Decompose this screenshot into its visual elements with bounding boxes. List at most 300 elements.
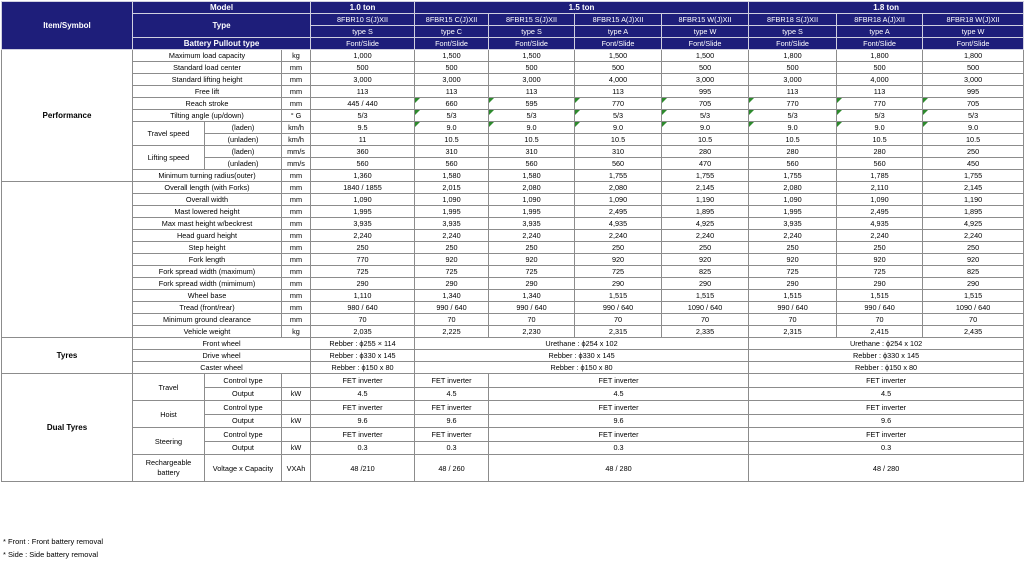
row-unit: mm [282,254,311,266]
tyre-value-1-5: Rebber : ϕ150 x 80 [415,362,749,374]
table-row [2,146,1024,158]
table-row [2,74,1024,86]
battery-label: Rechargeable battery [133,455,205,482]
value-cell: 1,000 [311,50,415,62]
row-sublabel: (laden) [205,122,282,134]
table-row [2,110,1024,122]
table-row [2,206,1024,218]
group-1-5-ton: 1.5 ton [415,2,749,14]
value-cell: 1,800 [837,50,923,62]
dual-section-label: Travel [133,374,205,401]
row-unit: mm [282,170,311,182]
value-cell: 1,500 [662,50,749,62]
row-unit: mm [282,278,311,290]
value-cell: 113 [749,86,837,98]
value-cell: 2,240 [923,230,1024,242]
value-cell: 70 [749,314,837,326]
value-cell: 2,035 [311,326,415,338]
value-cell: 1,090 [575,194,662,206]
row-label: Fork spread width (maximum) [133,266,282,278]
dual-value-1-0: 48 /210 [311,455,415,482]
table-row [2,218,1024,230]
value-cell: 1,515 [662,290,749,302]
table-row [2,170,1024,182]
value-cell: 2,230 [489,326,575,338]
dual-value-1-5c: 4.5 [415,387,489,401]
value-cell: 1,800 [923,50,1024,62]
control-type-label: Control type [205,374,282,388]
item-symbol-header: Item/Symbol [2,2,133,50]
tyre-value-1-8: Rebber : ϕ330 x 145 [749,350,1024,362]
pullout-type: Font/Slide [837,38,923,50]
value-cell: 920 [749,254,837,266]
dual-value-1-8: 9.6 [749,414,1024,428]
value-cell: 113 [415,86,489,98]
tyre-value-1-8: Urethane : ϕ254 x 102 [749,338,1024,350]
value-cell: 2,315 [749,326,837,338]
value-cell: 3,000 [489,74,575,86]
value-cell: 1,895 [662,206,749,218]
type-header: Type [133,14,311,38]
value-cell: 1,190 [923,194,1024,206]
value-cell: 2,240 [837,230,923,242]
value-cell: 560 [489,158,575,170]
value-cell: 250 [415,242,489,254]
value-cell: 1,580 [415,170,489,182]
value-cell: 290 [311,278,415,290]
value-cell: 725 [837,266,923,278]
value-cell: 5/3 [749,110,837,122]
row-unit: mm [282,266,311,278]
spec-sheet [1,1,1023,559]
table-row [2,242,1024,254]
value-cell: 500 [749,62,837,74]
model-name: 8FBR18 S(J)XII [749,14,837,26]
model-type: type S [311,26,415,38]
value-cell: 1,515 [749,290,837,302]
value-cell: 290 [837,278,923,290]
value-cell: 250 [489,242,575,254]
dual-value-1-5c: FET inverter [415,374,489,388]
value-cell: 2,495 [575,206,662,218]
row-unit: mm [282,62,311,74]
value-cell: 770 [837,98,923,110]
tyre-value-1-0: Rebber : ϕ150 x 80 [311,362,415,374]
table-row [2,254,1024,266]
table-row [2,230,1024,242]
row-label: Reach stroke [133,98,282,110]
value-cell: 1,340 [489,290,575,302]
value-cell: 1,090 [749,194,837,206]
value-cell: 70 [662,314,749,326]
value-cell: 290 [489,278,575,290]
group-1-0-ton: 1.0 ton [311,2,415,14]
value-cell: 445 / 440 [311,98,415,110]
value-cell: 5/3 [575,110,662,122]
model-type: type S [489,26,575,38]
value-cell: 2,110 [837,182,923,194]
value-cell: 4,925 [662,218,749,230]
value-cell: 2,495 [837,206,923,218]
row-label: Minimum ground clearance [133,314,282,326]
model-name: 8FBR15 A(J)XII [575,14,662,26]
row-unit [282,428,311,442]
performance-group: Performance [2,50,133,182]
value-cell: 2,145 [923,182,1024,194]
table-row [2,14,1024,26]
value-cell: 113 [311,86,415,98]
value-cell: 1,785 [837,170,923,182]
value-cell: 770 [749,98,837,110]
dual-value-1-5c: FET inverter [415,428,489,442]
dual-value-1-5: 48 / 280 [489,455,749,482]
pullout-type: Font/Slide [415,38,489,50]
value-cell: 9.0 [575,122,662,134]
value-cell: 280 [837,146,923,158]
value-cell: 595 [489,98,575,110]
value-cell: 9.0 [837,122,923,134]
value-cell: 2,435 [923,326,1024,338]
row-label: Max mast height w/beckrest [133,218,282,230]
pullout-type: Font/Slide [575,38,662,50]
value-cell: 10.5 [837,134,923,146]
value-cell: 1,995 [489,206,575,218]
value-cell: 2,240 [575,230,662,242]
table-row [2,182,1024,194]
value-cell: 1,340 [415,290,489,302]
value-cell: 990 / 640 [489,302,575,314]
value-cell: 2,145 [662,182,749,194]
value-cell: 1090 / 640 [662,302,749,314]
control-type-label: Control type [205,401,282,415]
value-cell: 1,500 [415,50,489,62]
value-cell: 280 [662,146,749,158]
value-cell: 3,935 [489,218,575,230]
footnotes [3,535,103,561]
row-unit: kW [282,387,311,401]
row-unit [282,401,311,415]
value-cell: 10.5 [575,134,662,146]
value-cell: 290 [662,278,749,290]
table-row [2,266,1024,278]
value-cell: 3,000 [311,74,415,86]
row-label: Head guard height [133,230,282,242]
value-cell: 5/3 [311,110,415,122]
value-cell: 920 [415,254,489,266]
row-unit: mm [282,86,311,98]
row-label: Standard lifting height [133,74,282,86]
row-unit: mm [282,242,311,254]
tyre-value-1-8: Rebber : ϕ150 x 80 [749,362,1024,374]
value-cell: 920 [837,254,923,266]
row-sublabel: (unladen) [205,158,282,170]
value-cell: 250 [662,242,749,254]
row-unit [282,374,311,388]
value-cell: 1,090 [311,194,415,206]
value-cell: 70 [575,314,662,326]
value-cell: 995 [923,86,1024,98]
value-cell: 2,225 [415,326,489,338]
model-header: Model [133,2,311,14]
row-label: Vehicle weight [133,326,282,338]
row-label: Fork spread width (mimimum) [133,278,282,290]
dual-value-1-5c: 0.3 [415,441,489,455]
value-cell: 560 [311,158,415,170]
value-cell: 500 [662,62,749,74]
value-cell: 4,935 [837,218,923,230]
dual-value-1-0: FET inverter [311,428,415,442]
row-unit: km/h [282,134,311,146]
table-row [2,362,1024,374]
model-name: 8FBR18 A(J)XII [837,14,923,26]
row-unit: mm [282,194,311,206]
value-cell: 9.5 [311,122,415,134]
dual-value-1-8: FET inverter [749,428,1024,442]
dual-value-1-8: 0.3 [749,441,1024,455]
value-cell: 3,935 [415,218,489,230]
dual-value-1-5: 9.6 [489,414,749,428]
table-row [2,98,1024,110]
value-cell: 70 [489,314,575,326]
pullout-type: Font/Slide [749,38,837,50]
value-cell: 500 [923,62,1024,74]
lifting-speed-label: Lifting speed [133,146,205,170]
row-label: Front wheel [133,338,311,350]
output-label: Output [205,414,282,428]
pullout-type: Font/Slide [923,38,1024,50]
footnote-front: * Front : Front battery removal [3,537,104,546]
row-label: Overall length (with Forks) [133,182,282,194]
value-cell: 500 [311,62,415,74]
value-cell: 705 [923,98,1024,110]
row-unit: mm [282,98,311,110]
value-cell: 825 [662,266,749,278]
value-cell: 3,000 [923,74,1024,86]
value-cell: 310 [415,146,489,158]
pullout-type: Font/Slide [489,38,575,50]
value-cell: 500 [489,62,575,74]
value-cell: 1,995 [749,206,837,218]
table-row [2,326,1024,338]
dual-value-1-0: FET inverter [311,401,415,415]
value-cell: 1,995 [415,206,489,218]
value-cell: 2,240 [489,230,575,242]
dual-value-1-0: 9.6 [311,414,415,428]
value-cell: 1840 / 1855 [311,182,415,194]
value-cell: 10.5 [415,134,489,146]
row-unit: mm [282,290,311,302]
value-cell: 113 [489,86,575,98]
value-cell: 990 / 640 [415,302,489,314]
value-cell: 470 [662,158,749,170]
value-cell: 2,415 [837,326,923,338]
table-row [2,455,1024,482]
table-row [2,338,1024,350]
value-cell: 725 [749,266,837,278]
value-cell: 4,000 [837,74,923,86]
value-cell: 250 [311,242,415,254]
battery-sub-label: Voltage x Capacity [205,455,282,482]
row-label: Free lift [133,86,282,98]
output-label: Output [205,387,282,401]
value-cell: 725 [415,266,489,278]
row-unit: VXAh [282,455,311,482]
value-cell: 560 [749,158,837,170]
dimensions-group [2,182,133,338]
pullout-type: Font/Slide [311,38,415,50]
table-row [2,374,1024,388]
model-type: type S [749,26,837,38]
table-row [2,350,1024,362]
row-label: Caster wheel [133,362,311,374]
value-cell: 5/3 [923,110,1024,122]
value-cell: 2,335 [662,326,749,338]
value-cell: 250 [837,242,923,254]
row-label: Mast lowered height [133,206,282,218]
value-cell: 1,360 [311,170,415,182]
value-cell: 9.0 [489,122,575,134]
row-unit: km/h [282,122,311,134]
row-unit: kW [282,441,311,455]
value-cell: 990 / 640 [837,302,923,314]
value-cell: 1,515 [837,290,923,302]
value-cell: 360 [311,146,415,158]
row-unit: mm [282,182,311,194]
value-cell: 2,080 [749,182,837,194]
row-label: Maximum load capacity [133,50,282,62]
model-name: 8FBR15 S(J)XII [489,14,575,26]
pullout-type: Font/Slide [662,38,749,50]
value-cell: 920 [923,254,1024,266]
value-cell: 9.0 [662,122,749,134]
model-name: 8FBR15 C(J)XII [415,14,489,26]
value-cell: 725 [489,266,575,278]
value-cell: 1090 / 640 [923,302,1024,314]
value-cell: 5/3 [489,110,575,122]
model-name: 8FBR10 S(J)XII [311,14,415,26]
row-label: Step height [133,242,282,254]
row-unit: kW [282,414,311,428]
value-cell: 5/3 [415,110,489,122]
table-row [2,278,1024,290]
value-cell: 920 [575,254,662,266]
value-cell: 825 [923,266,1024,278]
row-unit: mm [282,218,311,230]
table-row [2,122,1024,134]
row-unit: mm [282,314,311,326]
tyres-group: Tyres [2,338,133,374]
value-cell: 770 [311,254,415,266]
row-unit: kg [282,326,311,338]
value-cell: 310 [489,146,575,158]
model-type: type A [837,26,923,38]
value-cell: 920 [489,254,575,266]
group-1-8-ton: 1.8 ton [749,2,1024,14]
row-unit: mm [282,74,311,86]
value-cell: 560 [575,158,662,170]
value-cell: 920 [662,254,749,266]
row-unit: mm/s [282,158,311,170]
value-cell: 450 [923,158,1024,170]
value-cell: 500 [575,62,662,74]
value-cell: 1,755 [923,170,1024,182]
value-cell: 1,755 [575,170,662,182]
row-label: Standard load center [133,62,282,74]
tyre-value-1-0: Rebber : ϕ330 x 145 [311,350,415,362]
value-cell: 1,755 [662,170,749,182]
dual-section-label: Steering [133,428,205,455]
tyre-value-1-5: Rebber : ϕ330 x 145 [415,350,749,362]
dual-value-1-5: 0.3 [489,441,749,455]
value-cell: 10.5 [489,134,575,146]
value-cell: 113 [837,86,923,98]
value-cell: 1,090 [489,194,575,206]
row-unit: mm [282,230,311,242]
value-cell: 9.0 [749,122,837,134]
value-cell: 5/3 [837,110,923,122]
travel-speed-label: Travel speed [133,122,205,146]
value-cell: 11 [311,134,415,146]
dual-tyres-group: Dual Tyres [2,374,133,482]
value-cell: 770 [575,98,662,110]
row-sublabel: (laden) [205,146,282,158]
dual-value-1-0: 4.5 [311,387,415,401]
value-cell: 990 / 640 [575,302,662,314]
value-cell: 10.5 [923,134,1024,146]
value-cell: 250 [575,242,662,254]
value-cell: 995 [662,86,749,98]
value-cell: 70 [415,314,489,326]
table-row [2,86,1024,98]
value-cell: 2,080 [489,182,575,194]
value-cell: 1,515 [923,290,1024,302]
row-sublabel: (unladen) [205,134,282,146]
table-row [2,428,1024,442]
dual-value-1-5: FET inverter [489,401,749,415]
value-cell: 725 [311,266,415,278]
dual-value-1-5: FET inverter [489,374,749,388]
value-cell: 2,080 [575,182,662,194]
value-cell: 705 [662,98,749,110]
value-cell: 10.5 [662,134,749,146]
value-cell: 1,090 [415,194,489,206]
value-cell: 1,110 [311,290,415,302]
dual-value-1-5: FET inverter [489,428,749,442]
value-cell: 2,240 [749,230,837,242]
table-row [2,302,1024,314]
value-cell: 725 [575,266,662,278]
value-cell: 280 [749,146,837,158]
value-cell: 1,090 [837,194,923,206]
value-cell: 1,800 [749,50,837,62]
value-cell: 1,895 [923,206,1024,218]
value-cell: 290 [415,278,489,290]
table-row [2,401,1024,415]
value-cell: 9.0 [923,122,1024,134]
value-cell: 560 [415,158,489,170]
table-row [2,290,1024,302]
value-cell: 5/3 [662,110,749,122]
value-cell: 500 [837,62,923,74]
value-cell: 3,000 [749,74,837,86]
value-cell: 990 / 640 [749,302,837,314]
model-name: 8FBR18 W(J)XII [923,14,1024,26]
row-label: Tilting angle (up/down) [133,110,282,122]
value-cell: 980 / 640 [311,302,415,314]
dual-section-label: Hoist [133,401,205,428]
value-cell: 3,935 [311,218,415,230]
row-unit: kg [282,50,311,62]
